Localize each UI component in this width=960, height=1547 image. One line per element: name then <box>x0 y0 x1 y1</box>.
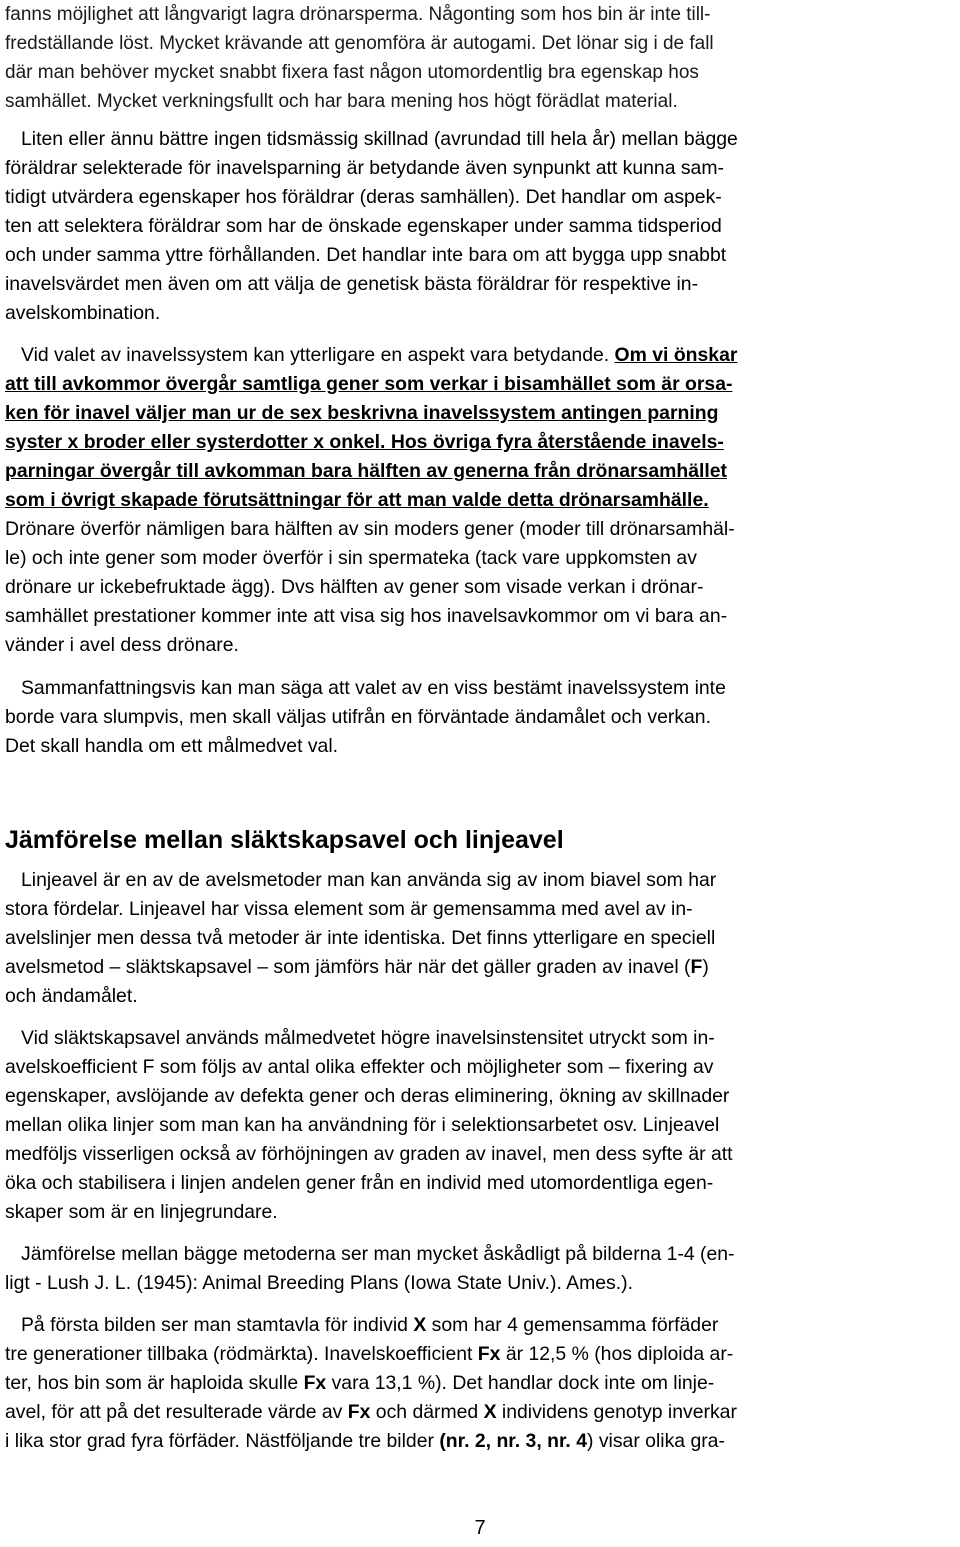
paragraph-continuation <box>5 0 957 116</box>
bold-symbol: Fx <box>477 1343 501 1365</box>
text-line: Linjeavel är en av de avelsmetoder man kan använda sig av inom biavel som har <box>21 869 717 891</box>
text-line: ten att selektera föräldrar som har de önskade egenskaper under samma tidsperiod <box>5 215 722 237</box>
underlined-emphasis: som i övrigt skapade förutsättningar för att man valde detta drönarsamhälle. <box>5 489 709 511</box>
text-line: egenskaper, avslöjande av defekta gener och deras eliminering, ökning av skillnader <box>5 1085 730 1107</box>
text-line: Drönare överför nämligen bara hälften av sin moders gener (moder till drönarsamhäl- <box>5 518 735 540</box>
text-line: föräldrar selekterade för inavelsparning är betydande även synpunkt att kunna sam- <box>5 157 724 179</box>
text-line: är 12,5 % (hos diploida ar- <box>500 1343 734 1365</box>
text-line: ) visar olika gra- <box>587 1430 725 1452</box>
bold-symbol: Fx <box>303 1372 327 1394</box>
underlined-emphasis: Om vi önskar <box>614 344 738 366</box>
text-line: samhället prestationer kommer inte att visa sig hos inavelsavkommor om vi bara an- <box>5 605 728 627</box>
text-line: avel, för att på det resulterade värde av <box>5 1401 348 1423</box>
text-line: avelslinjer men dessa två metoder är inte identiska. Det finns ytterligare en speciell <box>5 927 716 949</box>
text-line: le) och inte gener som moder överför i sin spermateka (tack vare uppkomsten av <box>5 547 697 569</box>
text-line: inavelsvärdet men även om att välja de genetisk bästa föräldrar för respektive in- <box>5 273 699 295</box>
text-line: Jämförelse mellan bägge metoderna ser man mycket åskådligt på bilderna 1-4 (en- <box>21 1243 735 1265</box>
section-heading: Jämförelse mellan släktskapsavel och linjeavel <box>5 826 564 854</box>
text-line: vänder i avel dess drönare. <box>5 634 239 656</box>
text-line: fredställande löst. Mycket krävande att genomföra är autogami. Det lönar sig i de fall <box>5 33 714 54</box>
text-line: ligt - Lush J. L. (1945): Animal Breeding Plans (Iowa State Univ.). Ames.). <box>5 1272 633 1294</box>
paragraph-selection-timing <box>5 125 957 328</box>
text-line: Vid valet av inavelssystem kan ytterligare en aspekt vara betydande. <box>21 344 615 366</box>
text-line: avelskombination. <box>5 302 161 324</box>
bold-symbol: Fx <box>347 1401 371 1423</box>
text-line: fanns möjlighet att långvarigt lagra drönarsperma. Någonting som hos bin är inte till- <box>5 4 711 25</box>
paragraph-inbreeding-system <box>5 341 957 660</box>
text-line: medföljs visserligen också av förhöjningen av graden av inavel, men dess syfte är att <box>5 1143 733 1165</box>
text-line: avelskoefficient F som följs av antal olika effekter och möjligheter som – fixering av <box>5 1056 714 1078</box>
bold-symbol: F <box>690 956 703 978</box>
document-page <box>5 0 957 1456</box>
text-line: samhället. Mycket verkningsfullt och har bara mening hos högt förädlat material. <box>5 91 678 112</box>
bold-symbol: X <box>413 1314 427 1336</box>
text-line: borde vara slumpvis, men skall väljas utifrån en förväntade ändamålet och verkan. <box>5 706 711 728</box>
underlined-emphasis: ken för inavel väljer man ur de sex beskrivna inavelssystem antingen parning <box>5 402 719 424</box>
text-line: tidigt utvärdera egenskaper hos föräldrar (deras samhällen). Det handlar om aspek- <box>5 186 722 208</box>
text-line: Vid släktskapsavel används målmedvetet högre inavelsinstensitet utryckt som in- <box>21 1027 715 1049</box>
bold-symbol: X <box>483 1401 497 1423</box>
paragraph-line-breeding-intro <box>5 866 957 1011</box>
text-line: öka och stabilisera i linjen andelen gener från en individ med utomordentliga egen- <box>5 1172 714 1194</box>
text-line: Sammanfattningsvis kan man säga att valet av en viss bestämt inavelssystem inte <box>21 677 726 699</box>
text-line: som har 4 gemensamma förfäder <box>426 1314 719 1336</box>
text-line: och därmed <box>370 1401 484 1423</box>
text-line: ) <box>702 956 709 978</box>
text-line: och under samma yttre förhållanden. Det handlar inte bara om att bygga upp snabbt <box>5 244 727 266</box>
text-line: skaper som är en linjegrundare. <box>5 1201 278 1223</box>
underlined-emphasis: parningar övergår till avkomman bara hälften av generna från drönarsamhället <box>5 460 727 482</box>
underlined-emphasis: Hos övriga fyra återstående inavels- <box>385 431 724 453</box>
paragraph-kinship-breeding <box>5 1024 957 1227</box>
paragraph-first-picture <box>5 1311 957 1456</box>
text-line: ter, hos bin som är haploida skulle <box>5 1372 304 1394</box>
text-line: individens genotyp inverkar <box>496 1401 737 1423</box>
text-line: mellan olika linjer som man kan ha användning för i selektionsarbetet osv. Linjeavel <box>5 1114 720 1136</box>
text-line: i lika stor grad fyra förfäder. Nästföljande tre bilder <box>5 1430 440 1452</box>
text-line: Liten eller ännu bättre ingen tidsmässig skillnad (avrundad till hela år) mellan bägge <box>21 128 738 150</box>
text-line: där man behöver mycket snabbt fixera fast någon utomordentlig bra egenskap hos <box>5 62 699 83</box>
text-line: drönare ur ickebefruktade ägg). Dvs hälften av gener som visade verkan i drönar- <box>5 576 704 598</box>
underlined-emphasis: syster x broder eller systerdotter x onkel. <box>5 431 386 453</box>
paragraph-comparison <box>5 1240 957 1298</box>
paragraph-summary <box>5 674 957 761</box>
text-line: På första bilden ser man stamtavla för individ <box>21 1314 414 1336</box>
text-line: och ändamålet. <box>5 985 138 1007</box>
bold-reference: (nr. 2, nr. 3, nr. 4 <box>439 1430 587 1452</box>
page-number: 7 <box>474 1517 486 1539</box>
text-line: tre generationer tillbaka (rödmärkta). Inavelskoefficient <box>5 1343 478 1365</box>
text-line: avelsmetod – släktskapsavel – som jämförs här när det gäller graden av inavel ( <box>5 956 691 978</box>
underlined-emphasis: att till avkommor övergår samtliga gener som verkar i bisamhället som är orsa- <box>5 373 733 395</box>
text-line: Det skall handla om ett målmedvet val. <box>5 735 339 757</box>
text-line: stora fördelar. Linjeavel har vissa element som är gemensamma med avel av in- <box>5 898 693 920</box>
text-line: vara 13,1 %). Det handlar dock inte om linje- <box>326 1372 715 1394</box>
